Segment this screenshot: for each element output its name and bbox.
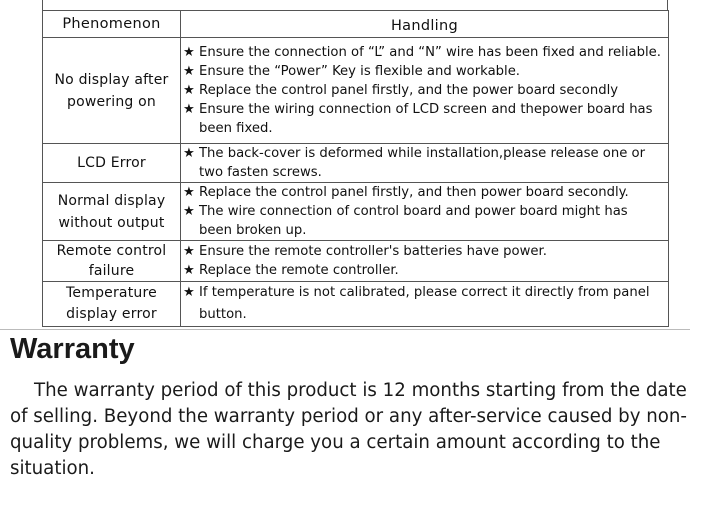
star-icon: ★: [183, 185, 195, 200]
star-icon: ★: [183, 204, 195, 219]
handling-item: ★ The back-cover is deformed while installation,please release one or two fasten screws.: [183, 146, 645, 180]
table-row: [43, 144, 669, 183]
handling-item: ★ Replace the control panel firstly, and then power board secondly.: [183, 185, 629, 200]
phenomenon-text: Temperature display error: [66, 285, 157, 322]
handling-cell: [181, 282, 669, 327]
phenomenon-text: LCD Error: [77, 155, 146, 171]
star-icon: ★: [183, 263, 195, 278]
phenomenon-text: No display after powering on: [54, 71, 169, 110]
table-row: [43, 183, 669, 241]
header-handling: Handling: [181, 11, 669, 38]
phenomenon-cell: [43, 241, 181, 282]
phenomenon-cell: [43, 144, 181, 183]
section-divider: [0, 329, 690, 330]
phenomenon-cell: [43, 183, 181, 241]
star-icon: ★: [183, 244, 195, 259]
star-icon: ★: [183, 146, 195, 161]
star-icon: ★: [183, 64, 195, 79]
handling-item: ★ If temperature is not calibrated, please correct it directly from panel button.: [183, 282, 666, 326]
phenomenon-text: Normal display without output: [57, 192, 166, 231]
table-row: [43, 282, 669, 327]
handling-cell: [181, 183, 669, 241]
warranty-heading: Warranty: [10, 333, 135, 365]
handling-cell: [181, 144, 669, 183]
table-row: [43, 38, 669, 144]
handling-cell: [181, 38, 669, 144]
phenomenon-text: Remote control failure: [56, 243, 167, 279]
star-icon: ★: [183, 285, 195, 300]
troubleshooting-table: [42, 10, 669, 327]
star-icon: ★: [183, 83, 195, 98]
handling-item: ★ The wire connection of control board and power board might has been broken up.: [183, 204, 628, 238]
header-phenomenon: Phenomenon: [43, 11, 181, 38]
handling-cell: [181, 241, 669, 282]
handling-item: ★ Ensure the “Power” Key is flexible and workable.: [183, 64, 520, 79]
star-icon: ★: [183, 102, 195, 117]
warranty-paragraph: The warranty period of this product is 12 months starting from the date of selling. Beyond the warranty period or any after-service caused by non-quality problems, we will charge you a certain amount according to the situation.: [10, 380, 687, 479]
phenomenon-cell: [43, 38, 181, 144]
handling-item: ★ Replace the remote controller.: [183, 263, 399, 278]
star-icon: ★: [183, 45, 195, 60]
handling-item: ★ Ensure the connection of “L” and “N” wire has been fixed and reliable.: [183, 45, 661, 60]
handling-item: ★ Ensure the wiring connection of LCD screen and thepower board has been fixed.: [183, 102, 653, 136]
table-header-row: [43, 11, 669, 38]
handling-item: ★ Ensure the remote controller's batteries have power.: [183, 244, 547, 259]
table-row: [43, 241, 669, 282]
handling-item: ★ Replace the control panel firstly, and the power board secondly: [183, 83, 619, 98]
troubleshooting-table-wrap: [42, 0, 668, 327]
phenomenon-cell: [43, 282, 181, 327]
